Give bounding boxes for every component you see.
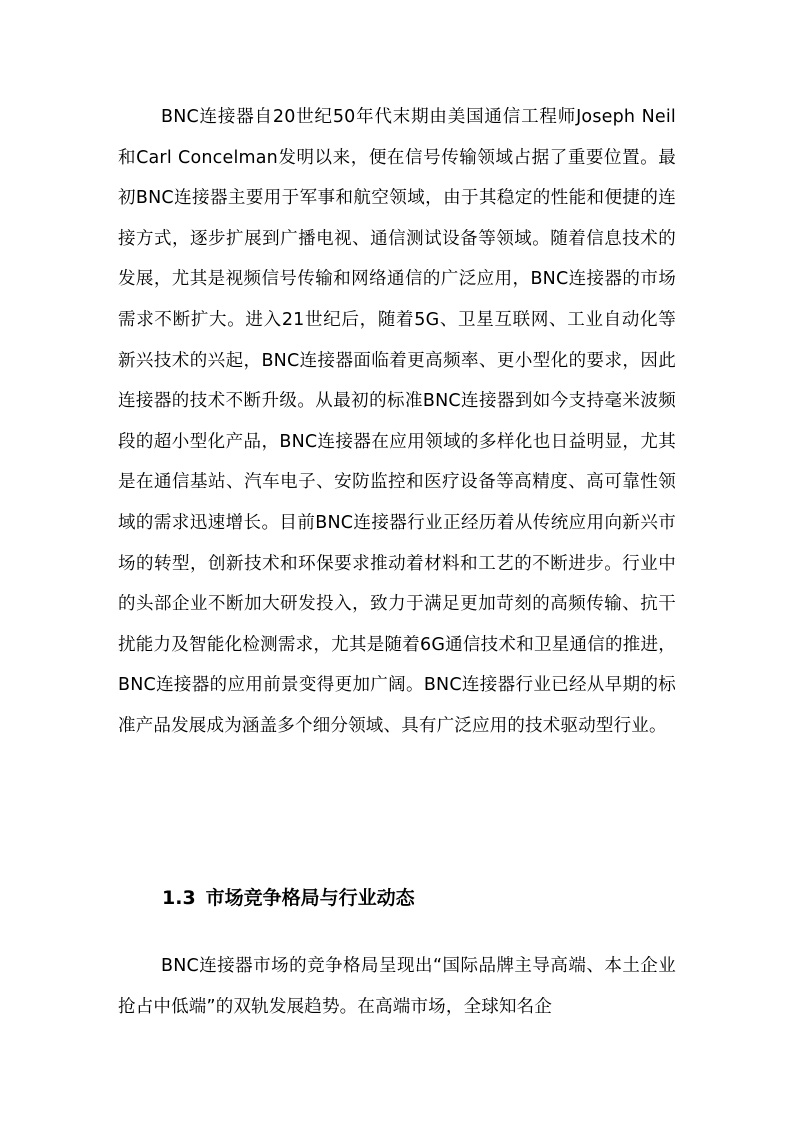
section-heading xyxy=(162,878,415,918)
body-paragraph-competition: BNC连接器市场的竞争格局呈现出“国际品牌主导高端、本土企业抢占中低端”的双轨发展趋势。在高端市场，全球知名企 xyxy=(118,956,676,1017)
body-paragraph-history: BNC连接器自20世纪50年代末期由美国通信工程师Joseph Neil和Carl Concelman发明以来，便在信号传输领域占据了重要位置。最初BNC连接器主要用于军事和航空领域，由于其稳定的性能和便捷的连接方式，逐步扩展到广播电视、通信测试设备等领域。随着信息技术的发展，尤其是视频信号传输和网络通信的广泛应用，BNC连接器的市场需求不断扩大。进入21世纪后，随着5G、卫星互联网、工业自动化等新兴技术的兴起，BNC连接器面临着更高频率、更小型化的要求，因此连接器的技术不断升级。从最初的标准BNC连接器到如今支持毫米波频段的超小型化产品，BNC连接器在应用领域的多样化也日益明显，尤其是在通信基站、汽车电子、安防监控和医疗设备等高精度、高可靠性领域的需求迅速增长。目前BNC连接器行业正经历着从传统应用向新兴市场的转型，创新技术和环保要求推动着材料和工艺的不断进步。行业中的头部企业不断加大研发投入，致力于满足更加苛刻的高频传输、抗干扰能力及智能化检测需求，尤其是随着6G通信技术和卫星通信的推进，BNC连接器的应用前景变得更加广阔。BNC连接器行业已经从早期的标准产品发展成为涵盖多个细分领域、具有广泛应用的技术驱动型行业。 xyxy=(118,107,676,736)
section-title: 市场竞争格局与行业动态 xyxy=(205,887,415,909)
section-number: 1.3 xyxy=(162,887,196,909)
